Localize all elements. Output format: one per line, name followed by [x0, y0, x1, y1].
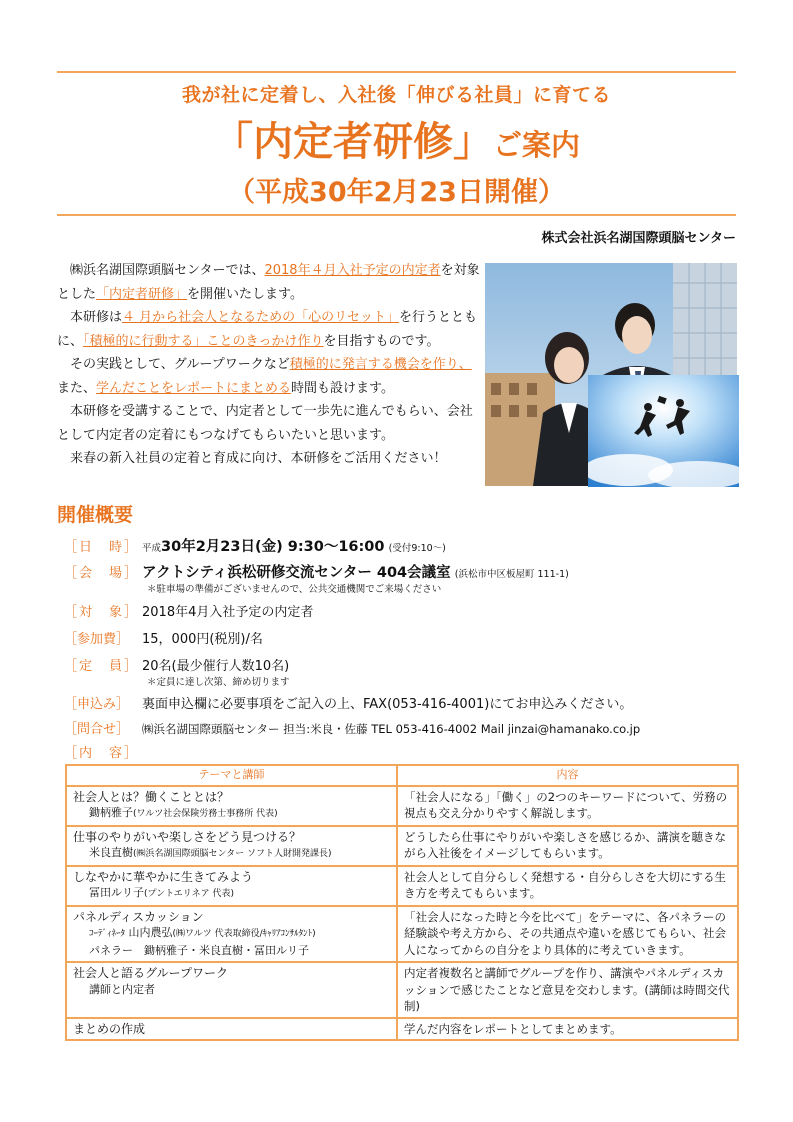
- contact-label: ［問合せ］: [64, 722, 130, 737]
- header-subtitle: 我が社に定着し、入社後「伸びる社員」に育てる: [181, 84, 611, 106]
- overview-capacity-row: [64, 655, 289, 674]
- target-value: 2018年4月入社予定の内定者: [142, 605, 314, 620]
- fee-label: ［参加費］: [64, 632, 130, 647]
- row-theme: 仕事のやりがいや楽しさをどう見つける？: [73, 829, 302, 844]
- reception-time: (受付9:10～): [388, 543, 446, 554]
- bottom-rule: [57, 214, 736, 216]
- intro-paragraph: 本研修を受講することで、内定者として一歩先に進んでもらい、会社として内定者の定着にもつなげてもらいたいと思います。: [57, 404, 473, 443]
- overview-target-row: [64, 601, 313, 620]
- row-theme: 社会人とは？働くこととは？: [73, 789, 230, 804]
- top-rule: [57, 71, 736, 73]
- table-row: [66, 786, 738, 826]
- table-row: [66, 906, 738, 963]
- venue-value: アクトシティ浜松研修交流センター 404会議室: [142, 565, 451, 581]
- intro-paragraph: その実践として、グループワークなど積極的に発言する機会を作り、また、学んだことをレポートにまとめる時間も設けます。: [57, 357, 472, 396]
- title-suffix: ご案内: [492, 128, 580, 162]
- row-lecturer: 講師と内定者: [89, 982, 155, 996]
- table-row: [66, 866, 738, 906]
- row-content: どうしたら仕事にやりがいや楽しさを感じるか、講演を聴きながら入社後をイメージしてもらいます。: [397, 826, 738, 866]
- overview-content-row: [64, 742, 142, 761]
- target-label: ［対 象］: [64, 605, 140, 620]
- date-value: 30年2月23日(金) 9:30～16:00: [161, 539, 385, 555]
- intro-text: [57, 259, 482, 471]
- section-title-overview: 開催概要: [57, 504, 134, 526]
- content-label: ［内 容］: [64, 746, 140, 761]
- col-header-content: 内容: [397, 765, 738, 786]
- overview-contact-row: [64, 718, 640, 737]
- contact-value: ㈱浜名湖国際頭脳センター 担当:米良・佐藤 TEL 053-416-4002 Mail jinzai@hamanako.co.jp: [142, 722, 641, 736]
- jumping-businessmen-photo: [588, 375, 739, 487]
- venue-label: ［会 場］: [64, 566, 140, 581]
- row-coordinator: ｺｰﾃﾞｨﾈｰﾀ 山内農弘(㈱ワルツ 代表取締役/ｷｬﾘｱｺﾝｻﾙﾀﾝﾄ): [89, 926, 316, 939]
- page-title: [0, 110, 793, 167]
- row-content: 学んだ内容をレポートとしてまとめます。: [397, 1018, 738, 1041]
- table-row: [66, 1018, 738, 1041]
- row-theme: 社会人と語るグループワーク: [73, 966, 229, 980]
- apply-label: ［申込み］: [64, 697, 130, 712]
- row-content: 「社会人になる」「働く」の2つのキーワードについて、労務の視点も交え分かりやすく解説します。: [397, 786, 738, 826]
- overview-date-row: [64, 535, 446, 556]
- col-header-theme: テーマと講師: [66, 765, 397, 786]
- event-date-heading: （平成30年2月23日開催）: [228, 177, 565, 208]
- capacity-value: 20名(最少催行人数10名): [142, 659, 290, 674]
- intro-paragraph: ㈱浜名湖国際頭脳センターでは、2018年４月入社予定の内定者を対象とした「内定者研修」を開催いたします。: [57, 263, 480, 302]
- capacity-label: ［定 員］: [64, 659, 140, 674]
- title-main: 「内定者研修」: [212, 119, 493, 165]
- row-lecturer: 鋤柄雅子(ワルツ社会保険労務士事務所 代表): [89, 806, 278, 819]
- row-content: 内定者複数名と講師でグループを作り、講演やパネルディスカッションで感じたことなど意見を交わします。(講師は時間交代制): [397, 962, 738, 1018]
- row-theme: しなやかに華やかに生きてみよう: [73, 869, 254, 884]
- overview-venue-row: [64, 561, 569, 582]
- table-row: [66, 962, 738, 1018]
- venue-note: ＊駐車場の準備がございませんので、公共交通機関でご来場ください: [147, 584, 442, 595]
- date-era: 平成: [142, 543, 162, 554]
- date-label: ［日 時］: [64, 540, 140, 555]
- row-theme: パネルディスカッション: [73, 909, 204, 924]
- row-theme: まとめの作成: [73, 1021, 146, 1036]
- row-content: 社会人として自分らしく発想する・自分らしさを大切にする生き方を考えてもらいます。: [397, 866, 738, 906]
- table-row: [66, 826, 738, 866]
- apply-value: 裏面申込欄に必要事項をご記入の上、FAX(053-416-4001)にてお申込みください。: [142, 697, 633, 712]
- row-lecturer: 冨田ルリ子(プントエリネア 代表): [89, 886, 234, 899]
- row-panelists: パネラー 鋤柄雅子・米良直樹・冨田ルリ子: [89, 943, 309, 957]
- intro-paragraph: 本研修は４ 月から社会人となるための「心のリセット」を行うとともに、「積極的に行動する」ことのきっかけ作りを目指すものです。: [57, 310, 478, 349]
- row-lecturer: 米良直樹(㈱浜名湖国際頭脳センター ソフト人財開発課長): [89, 846, 332, 859]
- capacity-note: ＊定員に達し次第、締め切ります: [147, 677, 290, 688]
- program-table: [65, 764, 739, 1041]
- organizer-name: 株式会社浜名湖国際頭脳センター: [541, 231, 736, 246]
- fee-value: 15，000円(税別)/名: [142, 632, 263, 647]
- row-content: 「社会人になった時と今を比べて」をテーマに、各パネラーの経験談や考え方から、その共通点や違いを感じてもらい、社会人になってからの自分をより具体的に考えていきます。: [397, 906, 738, 963]
- overview-apply-row: [64, 693, 632, 712]
- intro-paragraph: 来春の新入社員の定着と育成に向け、本研修をご活用ください！: [70, 451, 447, 466]
- venue-address: (浜松市中区板屋町 111-1): [454, 569, 569, 580]
- table-header-row: [66, 765, 738, 786]
- overview-fee-row: [64, 628, 263, 647]
